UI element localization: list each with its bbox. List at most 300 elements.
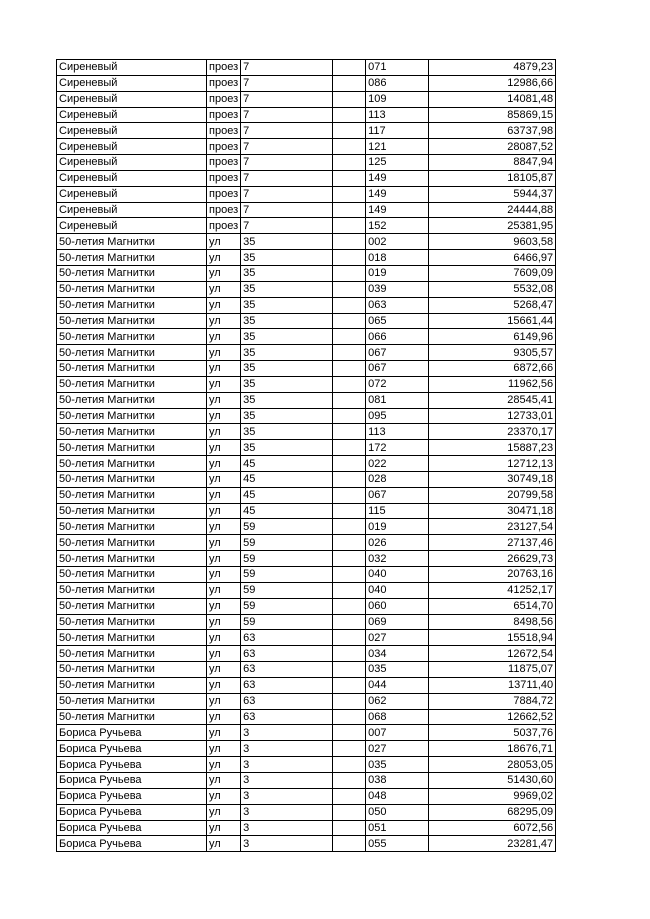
empty-cell bbox=[333, 186, 366, 202]
street-cell: 50-летия Магнитки bbox=[57, 535, 207, 551]
empty-cell bbox=[333, 392, 366, 408]
amount-cell: 9969,02 bbox=[429, 788, 556, 804]
empty-cell bbox=[333, 567, 366, 583]
house-cell: 3 bbox=[241, 820, 333, 836]
house-cell: 45 bbox=[241, 487, 333, 503]
apartment-cell: 060 bbox=[366, 598, 429, 614]
empty-cell bbox=[333, 123, 366, 139]
house-cell: 35 bbox=[241, 361, 333, 377]
apartment-cell: 051 bbox=[366, 820, 429, 836]
table-row bbox=[57, 804, 556, 820]
amount-cell: 18105,87 bbox=[429, 170, 556, 186]
table-row bbox=[57, 281, 556, 297]
table-row bbox=[57, 662, 556, 678]
street-cell: Бориса Ручьева bbox=[57, 788, 207, 804]
amount-cell: 6149,96 bbox=[429, 329, 556, 345]
amount-cell: 12712,13 bbox=[429, 456, 556, 472]
amount-cell: 12672,54 bbox=[429, 646, 556, 662]
house-cell: 45 bbox=[241, 503, 333, 519]
empty-cell bbox=[333, 265, 366, 281]
house-cell: 7 bbox=[241, 218, 333, 234]
table-row bbox=[57, 297, 556, 313]
street-cell: Бориса Ручьева bbox=[57, 772, 207, 788]
house-cell: 59 bbox=[241, 582, 333, 598]
empty-cell bbox=[333, 91, 366, 107]
apartment-cell: 067 bbox=[366, 487, 429, 503]
apartment-cell: 066 bbox=[366, 329, 429, 345]
table-row bbox=[57, 313, 556, 329]
house-cell: 7 bbox=[241, 107, 333, 123]
apartment-cell: 026 bbox=[366, 535, 429, 551]
amount-cell: 28053,05 bbox=[429, 757, 556, 773]
empty-cell bbox=[333, 646, 366, 662]
table-row bbox=[57, 820, 556, 836]
table-row bbox=[57, 107, 556, 123]
table-row bbox=[57, 772, 556, 788]
street-cell: 50-летия Магнитки bbox=[57, 646, 207, 662]
apartment-cell: 149 bbox=[366, 186, 429, 202]
apartment-cell: 069 bbox=[366, 614, 429, 630]
amount-cell: 28087,52 bbox=[429, 139, 556, 155]
table-row bbox=[57, 757, 556, 773]
table-row bbox=[57, 551, 556, 567]
street-type-cell: проез bbox=[207, 75, 241, 91]
street-cell: 50-летия Магнитки bbox=[57, 408, 207, 424]
apartment-cell: 115 bbox=[366, 503, 429, 519]
amount-cell: 7884,72 bbox=[429, 693, 556, 709]
street-type-cell: ул bbox=[207, 345, 241, 361]
amount-cell: 23127,54 bbox=[429, 519, 556, 535]
empty-cell bbox=[333, 772, 366, 788]
house-cell: 63 bbox=[241, 677, 333, 693]
amount-cell: 20799,58 bbox=[429, 487, 556, 503]
empty-cell bbox=[333, 281, 366, 297]
house-cell: 59 bbox=[241, 551, 333, 567]
street-cell: Сиреневый bbox=[57, 202, 207, 218]
empty-cell bbox=[333, 361, 366, 377]
street-cell: 50-летия Магнитки bbox=[57, 598, 207, 614]
street-type-cell: ул bbox=[207, 265, 241, 281]
street-cell: 50-летия Магнитки bbox=[57, 392, 207, 408]
apartment-cell: 019 bbox=[366, 519, 429, 535]
amount-cell: 41252,17 bbox=[429, 582, 556, 598]
house-cell: 7 bbox=[241, 75, 333, 91]
apartment-cell: 034 bbox=[366, 646, 429, 662]
amount-cell: 6872,66 bbox=[429, 361, 556, 377]
apartment-cell: 072 bbox=[366, 376, 429, 392]
street-cell: 50-летия Магнитки bbox=[57, 265, 207, 281]
street-cell: 50-летия Магнитки bbox=[57, 361, 207, 377]
street-cell: 50-летия Магнитки bbox=[57, 329, 207, 345]
street-type-cell: проез bbox=[207, 155, 241, 171]
street-type-cell: ул bbox=[207, 329, 241, 345]
street-type-cell: ул bbox=[207, 709, 241, 725]
apartment-cell: 035 bbox=[366, 662, 429, 678]
house-cell: 35 bbox=[241, 313, 333, 329]
street-type-cell: ул bbox=[207, 281, 241, 297]
table-row bbox=[57, 139, 556, 155]
table-row bbox=[57, 265, 556, 281]
amount-cell: 30749,18 bbox=[429, 471, 556, 487]
street-type-cell: проез bbox=[207, 218, 241, 234]
house-cell: 63 bbox=[241, 693, 333, 709]
house-cell: 35 bbox=[241, 408, 333, 424]
house-cell: 59 bbox=[241, 519, 333, 535]
apartment-cell: 065 bbox=[366, 313, 429, 329]
empty-cell bbox=[333, 598, 366, 614]
street-cell: 50-летия Магнитки bbox=[57, 234, 207, 250]
empty-cell bbox=[333, 440, 366, 456]
table-row bbox=[57, 693, 556, 709]
table-row bbox=[57, 519, 556, 535]
house-cell: 45 bbox=[241, 456, 333, 472]
street-type-cell: ул bbox=[207, 503, 241, 519]
street-type-cell: ул bbox=[207, 836, 241, 852]
apartment-cell: 109 bbox=[366, 91, 429, 107]
street-type-cell: ул bbox=[207, 392, 241, 408]
street-cell: Сиреневый bbox=[57, 218, 207, 234]
empty-cell bbox=[333, 582, 366, 598]
street-type-cell: ул bbox=[207, 741, 241, 757]
apartment-cell: 071 bbox=[366, 60, 429, 76]
empty-cell bbox=[333, 535, 366, 551]
house-cell: 7 bbox=[241, 60, 333, 76]
street-type-cell: ул bbox=[207, 408, 241, 424]
table-row bbox=[57, 123, 556, 139]
street-type-cell: ул bbox=[207, 297, 241, 313]
apartment-cell: 040 bbox=[366, 567, 429, 583]
amount-cell: 23370,17 bbox=[429, 424, 556, 440]
empty-cell bbox=[333, 551, 366, 567]
apartment-cell: 022 bbox=[366, 456, 429, 472]
empty-cell bbox=[333, 788, 366, 804]
table-row bbox=[57, 614, 556, 630]
street-cell: Сиреневый bbox=[57, 107, 207, 123]
amount-cell: 68295,09 bbox=[429, 804, 556, 820]
street-cell: 50-летия Магнитки bbox=[57, 693, 207, 709]
house-cell: 7 bbox=[241, 202, 333, 218]
street-cell: 50-летия Магнитки bbox=[57, 376, 207, 392]
empty-cell bbox=[333, 60, 366, 76]
table-row bbox=[57, 376, 556, 392]
empty-cell bbox=[333, 313, 366, 329]
house-cell: 7 bbox=[241, 139, 333, 155]
empty-cell bbox=[333, 487, 366, 503]
empty-cell bbox=[333, 693, 366, 709]
street-cell: 50-летия Магнитки bbox=[57, 471, 207, 487]
street-type-cell: ул bbox=[207, 582, 241, 598]
street-type-cell: ул bbox=[207, 424, 241, 440]
table-row bbox=[57, 725, 556, 741]
table-row bbox=[57, 202, 556, 218]
street-cell: 50-летия Магнитки bbox=[57, 503, 207, 519]
apartment-cell: 062 bbox=[366, 693, 429, 709]
amount-cell: 15661,44 bbox=[429, 313, 556, 329]
apartment-cell: 038 bbox=[366, 772, 429, 788]
table-row bbox=[57, 186, 556, 202]
house-cell: 7 bbox=[241, 170, 333, 186]
apartment-cell: 027 bbox=[366, 741, 429, 757]
apartment-cell: 117 bbox=[366, 123, 429, 139]
street-type-cell: проез bbox=[207, 60, 241, 76]
street-type-cell: ул bbox=[207, 772, 241, 788]
apartment-cell: 035 bbox=[366, 757, 429, 773]
street-type-cell: ул bbox=[207, 234, 241, 250]
amount-cell: 15887,23 bbox=[429, 440, 556, 456]
empty-cell bbox=[333, 471, 366, 487]
empty-cell bbox=[333, 139, 366, 155]
empty-cell bbox=[333, 677, 366, 693]
house-cell: 7 bbox=[241, 123, 333, 139]
street-type-cell: ул bbox=[207, 804, 241, 820]
amount-cell: 63737,98 bbox=[429, 123, 556, 139]
street-type-cell: проез bbox=[207, 186, 241, 202]
house-cell: 35 bbox=[241, 234, 333, 250]
amount-cell: 15518,94 bbox=[429, 630, 556, 646]
apartment-cell: 149 bbox=[366, 170, 429, 186]
street-cell: 50-летия Магнитки bbox=[57, 487, 207, 503]
amount-cell: 8847,94 bbox=[429, 155, 556, 171]
apartment-cell: 068 bbox=[366, 709, 429, 725]
empty-cell bbox=[333, 202, 366, 218]
street-cell: Бориса Ручьева bbox=[57, 820, 207, 836]
street-cell: 50-летия Магнитки bbox=[57, 519, 207, 535]
street-cell: 50-летия Магнитки bbox=[57, 709, 207, 725]
amount-cell: 9305,57 bbox=[429, 345, 556, 361]
apartment-cell: 028 bbox=[366, 471, 429, 487]
empty-cell bbox=[333, 836, 366, 852]
street-type-cell: ул bbox=[207, 487, 241, 503]
street-cell: 50-летия Магнитки bbox=[57, 677, 207, 693]
street-cell: 50-летия Магнитки bbox=[57, 297, 207, 313]
empty-cell bbox=[333, 630, 366, 646]
table-row bbox=[57, 646, 556, 662]
street-type-cell: ул bbox=[207, 646, 241, 662]
empty-cell bbox=[333, 297, 366, 313]
street-type-cell: ул bbox=[207, 535, 241, 551]
street-cell: 50-летия Магнитки bbox=[57, 456, 207, 472]
apartment-cell: 007 bbox=[366, 725, 429, 741]
street-cell: Сиреневый bbox=[57, 170, 207, 186]
street-cell: Бориса Ручьева bbox=[57, 836, 207, 852]
amount-cell: 5268,47 bbox=[429, 297, 556, 313]
house-cell: 7 bbox=[241, 186, 333, 202]
empty-cell bbox=[333, 408, 366, 424]
amount-cell: 9603,58 bbox=[429, 234, 556, 250]
amount-cell: 25381,95 bbox=[429, 218, 556, 234]
street-cell: Сиреневый bbox=[57, 75, 207, 91]
apartment-cell: 149 bbox=[366, 202, 429, 218]
empty-cell bbox=[333, 155, 366, 171]
street-type-cell: проез bbox=[207, 123, 241, 139]
house-cell: 35 bbox=[241, 392, 333, 408]
apartment-cell: 018 bbox=[366, 250, 429, 266]
house-cell: 45 bbox=[241, 471, 333, 487]
street-type-cell: ул bbox=[207, 598, 241, 614]
table-row bbox=[57, 836, 556, 852]
street-type-cell: ул bbox=[207, 725, 241, 741]
street-cell: 50-летия Магнитки bbox=[57, 424, 207, 440]
house-cell: 35 bbox=[241, 297, 333, 313]
amount-cell: 24444,88 bbox=[429, 202, 556, 218]
street-cell: 50-летия Магнитки bbox=[57, 250, 207, 266]
street-cell: 50-летия Магнитки bbox=[57, 281, 207, 297]
amount-cell: 5944,37 bbox=[429, 186, 556, 202]
table-row bbox=[57, 487, 556, 503]
street-type-cell: ул bbox=[207, 376, 241, 392]
apartment-cell: 063 bbox=[366, 297, 429, 313]
empty-cell bbox=[333, 376, 366, 392]
street-cell: 50-летия Магнитки bbox=[57, 662, 207, 678]
street-cell: 50-летия Магнитки bbox=[57, 614, 207, 630]
amount-cell: 5532,08 bbox=[429, 281, 556, 297]
amount-cell: 12662,52 bbox=[429, 709, 556, 725]
apartment-cell: 044 bbox=[366, 677, 429, 693]
empty-cell bbox=[333, 709, 366, 725]
house-cell: 59 bbox=[241, 598, 333, 614]
street-type-cell: ул bbox=[207, 471, 241, 487]
street-type-cell: проез bbox=[207, 139, 241, 155]
table-row bbox=[57, 424, 556, 440]
street-type-cell: проез bbox=[207, 170, 241, 186]
table-body bbox=[57, 60, 556, 852]
amount-cell: 8498,56 bbox=[429, 614, 556, 630]
house-cell: 35 bbox=[241, 281, 333, 297]
debt-table bbox=[56, 59, 556, 852]
table-row bbox=[57, 741, 556, 757]
street-type-cell: ул bbox=[207, 820, 241, 836]
house-cell: 3 bbox=[241, 757, 333, 773]
apartment-cell: 032 bbox=[366, 551, 429, 567]
table-row bbox=[57, 630, 556, 646]
street-type-cell: ул bbox=[207, 630, 241, 646]
empty-cell bbox=[333, 757, 366, 773]
amount-cell: 85869,15 bbox=[429, 107, 556, 123]
apartment-cell: 048 bbox=[366, 788, 429, 804]
table-row bbox=[57, 471, 556, 487]
apartment-cell: 081 bbox=[366, 392, 429, 408]
table-row bbox=[57, 361, 556, 377]
empty-cell bbox=[333, 519, 366, 535]
apartment-cell: 027 bbox=[366, 630, 429, 646]
empty-cell bbox=[333, 75, 366, 91]
amount-cell: 27137,46 bbox=[429, 535, 556, 551]
street-cell: 50-летия Магнитки bbox=[57, 551, 207, 567]
apartment-cell: 050 bbox=[366, 804, 429, 820]
house-cell: 35 bbox=[241, 376, 333, 392]
apartment-cell: 152 bbox=[366, 218, 429, 234]
table-row bbox=[57, 440, 556, 456]
table-row bbox=[57, 155, 556, 171]
amount-cell: 30471,18 bbox=[429, 503, 556, 519]
apartment-cell: 095 bbox=[366, 408, 429, 424]
apartment-cell: 113 bbox=[366, 424, 429, 440]
apartment-cell: 121 bbox=[366, 139, 429, 155]
apartment-cell: 040 bbox=[366, 582, 429, 598]
table-row bbox=[57, 709, 556, 725]
house-cell: 63 bbox=[241, 630, 333, 646]
street-cell: 50-летия Магнитки bbox=[57, 582, 207, 598]
street-type-cell: ул bbox=[207, 250, 241, 266]
apartment-cell: 172 bbox=[366, 440, 429, 456]
street-type-cell: ул bbox=[207, 788, 241, 804]
street-cell: 50-летия Магнитки bbox=[57, 440, 207, 456]
street-cell: 50-летия Магнитки bbox=[57, 567, 207, 583]
empty-cell bbox=[333, 662, 366, 678]
amount-cell: 4879,23 bbox=[429, 60, 556, 76]
street-cell: 50-летия Магнитки bbox=[57, 313, 207, 329]
street-type-cell: ул bbox=[207, 677, 241, 693]
empty-cell bbox=[333, 170, 366, 186]
amount-cell: 5037,76 bbox=[429, 725, 556, 741]
table-row bbox=[57, 60, 556, 76]
amount-cell: 6466,97 bbox=[429, 250, 556, 266]
amount-cell: 23281,47 bbox=[429, 836, 556, 852]
street-type-cell: ул bbox=[207, 662, 241, 678]
house-cell: 63 bbox=[241, 662, 333, 678]
street-type-cell: ул bbox=[207, 440, 241, 456]
table-row bbox=[57, 91, 556, 107]
empty-cell bbox=[333, 614, 366, 630]
apartment-cell: 086 bbox=[366, 75, 429, 91]
table-row bbox=[57, 456, 556, 472]
apartment-cell: 067 bbox=[366, 361, 429, 377]
table-row bbox=[57, 535, 556, 551]
house-cell: 3 bbox=[241, 804, 333, 820]
apartment-cell: 039 bbox=[366, 281, 429, 297]
house-cell: 7 bbox=[241, 91, 333, 107]
house-cell: 3 bbox=[241, 725, 333, 741]
empty-cell bbox=[333, 345, 366, 361]
amount-cell: 14081,48 bbox=[429, 91, 556, 107]
table-row bbox=[57, 598, 556, 614]
empty-cell bbox=[333, 820, 366, 836]
street-cell: Сиреневый bbox=[57, 123, 207, 139]
amount-cell: 6514,70 bbox=[429, 598, 556, 614]
house-cell: 35 bbox=[241, 345, 333, 361]
table-row bbox=[57, 567, 556, 583]
street-type-cell: ул bbox=[207, 519, 241, 535]
street-type-cell: ул bbox=[207, 313, 241, 329]
street-cell: 50-летия Магнитки bbox=[57, 630, 207, 646]
table-row bbox=[57, 345, 556, 361]
table-row bbox=[57, 408, 556, 424]
empty-cell bbox=[333, 503, 366, 519]
table-row bbox=[57, 788, 556, 804]
street-cell: Сиреневый bbox=[57, 60, 207, 76]
house-cell: 63 bbox=[241, 709, 333, 725]
amount-cell: 13711,40 bbox=[429, 677, 556, 693]
apartment-cell: 125 bbox=[366, 155, 429, 171]
amount-cell: 12986,66 bbox=[429, 75, 556, 91]
empty-cell bbox=[333, 234, 366, 250]
house-cell: 3 bbox=[241, 788, 333, 804]
street-cell: Сиреневый bbox=[57, 186, 207, 202]
street-cell: Бориса Ручьева bbox=[57, 757, 207, 773]
empty-cell bbox=[333, 804, 366, 820]
street-type-cell: ул bbox=[207, 693, 241, 709]
house-cell: 59 bbox=[241, 614, 333, 630]
street-cell: Бориса Ручьева bbox=[57, 741, 207, 757]
house-cell: 7 bbox=[241, 155, 333, 171]
empty-cell bbox=[333, 250, 366, 266]
amount-cell: 12733,01 bbox=[429, 408, 556, 424]
house-cell: 3 bbox=[241, 772, 333, 788]
table-row bbox=[57, 582, 556, 598]
amount-cell: 7609,09 bbox=[429, 265, 556, 281]
table-row bbox=[57, 250, 556, 266]
amount-cell: 11962,56 bbox=[429, 376, 556, 392]
